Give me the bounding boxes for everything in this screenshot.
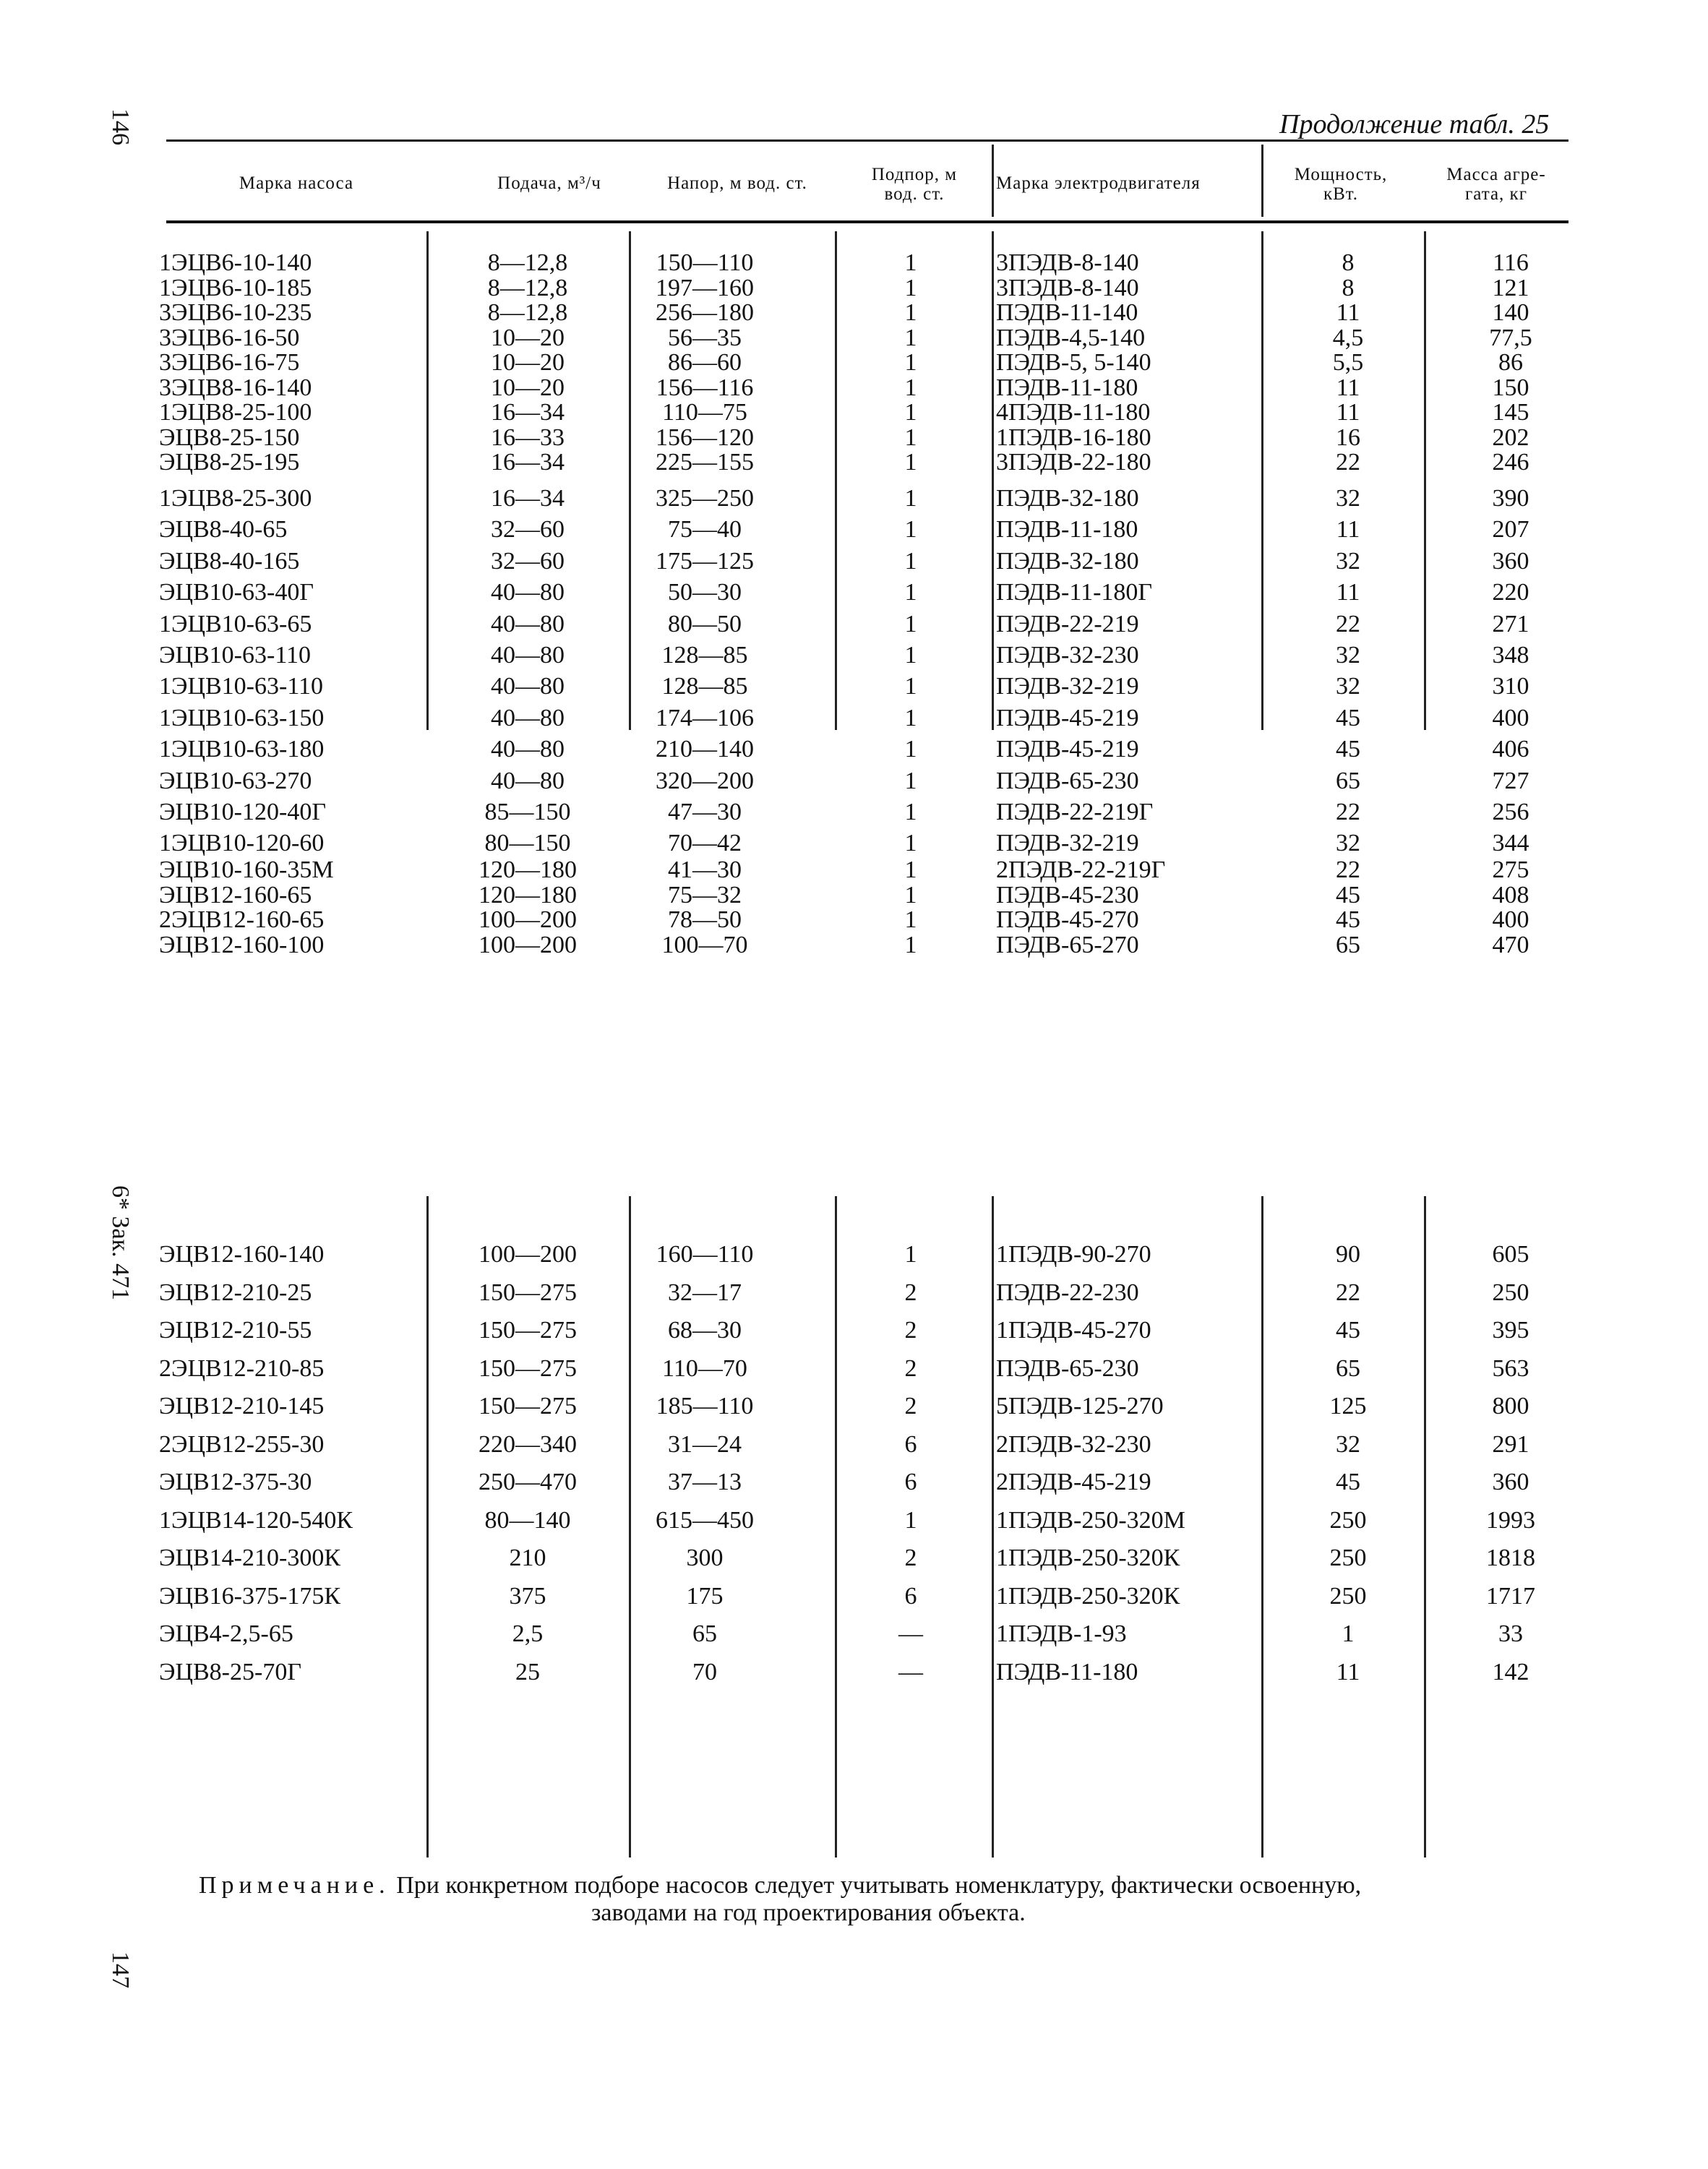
cell-head: 210—140 xyxy=(656,736,754,763)
cell-feed: 16—33 xyxy=(491,424,565,451)
cell-power: 22 xyxy=(1336,1279,1360,1306)
cell-pump-brand: 3ЭЦВ6-16-75 xyxy=(159,349,300,376)
cell-mass: 1993 xyxy=(1486,1506,1535,1534)
cell-power: 45 xyxy=(1336,906,1360,933)
column-line xyxy=(992,231,994,730)
cell-support: 6 xyxy=(904,1469,917,1495)
header-brand: Марка насоса xyxy=(239,173,354,193)
cell-support: — xyxy=(898,1620,923,1647)
cell-pump-brand: ЭЦВ8-40-165 xyxy=(159,547,300,575)
cell-power: 4,5 xyxy=(1332,324,1364,351)
cell-mass: 400 xyxy=(1492,704,1529,731)
cell-head: 325—250 xyxy=(656,485,754,512)
cell-pump-brand: ЭЦВ10-63-110 xyxy=(159,642,312,669)
cell-pump-brand: ЭЦВ12-210-55 xyxy=(159,1317,312,1344)
cell-head: 100—70 xyxy=(661,931,748,958)
cell-feed: 85—150 xyxy=(484,799,571,825)
cell-mass: 605 xyxy=(1492,1241,1529,1268)
cell-pump-brand: 1ЭЦВ14-120-540К xyxy=(159,1506,353,1534)
cell-mass: 360 xyxy=(1492,1469,1529,1495)
cell-motor-brand: ПЭДВ-11-140 xyxy=(996,299,1138,326)
cell-power: 22 xyxy=(1336,610,1360,637)
cell-power: 250 xyxy=(1329,1582,1367,1610)
cell-feed: 2,5 xyxy=(512,1620,544,1647)
cell-mass: 150 xyxy=(1492,374,1529,401)
cell-mass: 142 xyxy=(1492,1658,1529,1685)
column-line xyxy=(1261,1196,1263,1857)
header-support-line2: вод. ст. xyxy=(884,184,945,204)
cell-support: 1 xyxy=(904,881,917,909)
cell-power: 8 xyxy=(1342,274,1355,301)
cell-support: 1 xyxy=(904,799,917,825)
cell-pump-brand: 1ЭЦВ10-63-110 xyxy=(159,673,324,700)
cell-support: 1 xyxy=(904,1506,917,1534)
cell-power: 65 xyxy=(1336,931,1360,958)
cell-power: 16 xyxy=(1336,424,1360,451)
cell-head: 320—200 xyxy=(656,767,754,794)
cell-mass: 291 xyxy=(1492,1430,1529,1458)
cell-power: 5,5 xyxy=(1332,349,1364,376)
cell-power: 1 xyxy=(1342,1620,1355,1647)
cell-head: 156—120 xyxy=(656,424,754,451)
cell-feed: 250—470 xyxy=(479,1469,577,1495)
cell-feed: 100—200 xyxy=(479,931,577,958)
footnote-text1: При конкретном подборе насосов следует учитывать номенклатуру, фактически освоенную, xyxy=(396,1872,1362,1899)
cell-mass: 77,5 xyxy=(1489,324,1532,351)
cell-support: 1 xyxy=(904,274,917,301)
cell-motor-brand: ПЭДВ-65-230 xyxy=(996,767,1139,794)
cell-support: 2 xyxy=(904,1393,917,1419)
cell-support: 1 xyxy=(904,399,917,426)
cell-mass: 470 xyxy=(1492,931,1529,958)
cell-support: — xyxy=(898,1658,923,1685)
column-line xyxy=(835,231,837,730)
cell-power: 45 xyxy=(1336,1317,1360,1344)
column-line xyxy=(1424,231,1426,730)
cell-head: 185—110 xyxy=(656,1393,754,1419)
cell-pump-brand: 1ЭЦВ6-10-185 xyxy=(159,274,312,301)
cell-power: 11 xyxy=(1336,299,1360,326)
cell-feed: 40—80 xyxy=(491,736,565,763)
cell-support: 2 xyxy=(904,1354,917,1382)
cell-pump-brand: 3ЭЦВ6-10-235 xyxy=(159,299,312,326)
footnote-label: Примечание. xyxy=(199,1872,390,1899)
cell-head: 32—17 xyxy=(668,1279,742,1306)
cell-feed: 40—80 xyxy=(491,642,565,669)
cell-power: 32 xyxy=(1336,642,1360,669)
cell-feed: 40—80 xyxy=(491,767,565,794)
right-page-number: 147 xyxy=(107,1951,134,1988)
cell-pump-brand: 1ЭЦВ10-63-65 xyxy=(159,610,312,637)
cell-motor-brand: ПЭДВ-32-219 xyxy=(996,830,1139,857)
cell-support: 1 xyxy=(904,249,917,276)
cell-head: 150—110 xyxy=(656,249,754,276)
cell-pump-brand: 2ЭЦВ12-255-30 xyxy=(159,1430,325,1458)
cell-support: 1 xyxy=(904,704,917,731)
cell-pump-brand: ЭЦВ8-25-70Г xyxy=(159,1658,301,1685)
cell-support: 1 xyxy=(904,767,917,794)
cell-power: 45 xyxy=(1336,1469,1360,1495)
column-line xyxy=(835,1196,837,1857)
cell-support: 1 xyxy=(904,349,917,376)
header-support-line1: Подпор, м xyxy=(871,165,958,184)
cell-head: 80—50 xyxy=(668,610,742,637)
cell-motor-brand: ПЭДВ-32-180 xyxy=(996,485,1139,512)
cell-head: 256—180 xyxy=(656,299,754,326)
cell-mass: 800 xyxy=(1492,1393,1529,1419)
header-power-line2: кВт. xyxy=(1323,184,1359,204)
cell-power: 45 xyxy=(1336,736,1360,763)
cell-head: 175 xyxy=(686,1582,724,1610)
cell-mass: 121 xyxy=(1492,274,1529,301)
cell-mass: 406 xyxy=(1492,736,1529,763)
cell-support: 2 xyxy=(904,1317,917,1344)
cell-pump-brand: ЭЦВ8-40-65 xyxy=(159,516,288,544)
cell-power: 32 xyxy=(1336,830,1360,857)
cell-motor-brand: ПЭДВ-22-230 xyxy=(996,1279,1139,1306)
cell-motor-brand: 1ПЭДВ-45-270 xyxy=(996,1317,1151,1344)
cell-feed: 100—200 xyxy=(479,906,577,933)
cell-head: 75—32 xyxy=(668,881,742,909)
cell-power: 65 xyxy=(1336,767,1360,794)
cell-feed: 10—20 xyxy=(491,324,565,351)
cell-feed: 80—140 xyxy=(484,1506,571,1534)
cell-mass: 344 xyxy=(1492,830,1529,857)
cell-motor-brand: 2ПЭДВ-32-230 xyxy=(996,1430,1151,1458)
cell-feed: 150—275 xyxy=(479,1317,577,1344)
header-divider xyxy=(992,145,994,217)
cell-power: 250 xyxy=(1329,1506,1367,1534)
cell-feed: 32—60 xyxy=(491,547,565,575)
cell-mass: 271 xyxy=(1492,610,1529,637)
cell-mass: 400 xyxy=(1492,906,1529,933)
cell-motor-brand: ПЭДВ-11-180Г xyxy=(996,579,1153,606)
cell-mass: 348 xyxy=(1492,642,1529,669)
cell-motor-brand: 3ПЭДВ-22-180 xyxy=(996,449,1151,476)
cell-mass: 727 xyxy=(1492,767,1529,794)
cell-power: 22 xyxy=(1336,449,1360,476)
cell-mass: 1717 xyxy=(1486,1582,1535,1610)
cell-head: 31—24 xyxy=(668,1430,742,1458)
cell-motor-brand: ПЭДВ-11-180 xyxy=(996,1658,1138,1685)
cell-feed: 40—80 xyxy=(491,610,565,637)
cell-mass: 1818 xyxy=(1486,1545,1535,1571)
cell-motor-brand: ПЭДВ-45-219 xyxy=(996,704,1139,731)
cell-pump-brand: ЭЦВ12-160-140 xyxy=(159,1241,325,1268)
cell-support: 2 xyxy=(904,1279,917,1306)
cell-feed: 220—340 xyxy=(479,1430,577,1458)
cell-feed: 150—275 xyxy=(479,1393,577,1419)
cell-mass: 310 xyxy=(1492,673,1529,700)
cell-motor-brand: ПЭДВ-45-230 xyxy=(996,881,1139,909)
column-line xyxy=(426,231,429,730)
header-head: Напор, м вод. ст. xyxy=(667,173,807,193)
footnote-line1 xyxy=(199,1872,1361,1899)
cell-support: 1 xyxy=(904,547,917,575)
cell-support: 1 xyxy=(904,299,917,326)
cell-feed: 150—275 xyxy=(479,1354,577,1382)
cell-support: 1 xyxy=(904,424,917,451)
header-mass xyxy=(1420,165,1572,204)
cell-head: 128—85 xyxy=(661,673,748,700)
cell-motor-brand: 5ПЭДВ-125-270 xyxy=(996,1393,1164,1419)
cell-motor-brand: ПЭДВ-32-219 xyxy=(996,673,1139,700)
cell-feed: 40—80 xyxy=(491,704,565,731)
cell-motor-brand: ПЭДВ-4,5-140 xyxy=(996,324,1146,351)
cell-pump-brand: ЭЦВ10-63-40Г xyxy=(159,579,314,606)
cell-head: 68—30 xyxy=(668,1317,742,1344)
cell-pump-brand: 2ЭЦВ12-160-65 xyxy=(159,906,325,933)
cell-power: 8 xyxy=(1342,249,1355,276)
cell-feed: 100—200 xyxy=(479,1241,577,1268)
cell-mass: 207 xyxy=(1492,516,1529,544)
cell-head: 56—35 xyxy=(668,324,742,351)
cell-head: 70 xyxy=(692,1658,717,1685)
cell-pump-brand: 1ЭЦВ6-10-140 xyxy=(159,249,312,276)
cell-power: 11 xyxy=(1336,516,1360,544)
cell-head: 175—125 xyxy=(656,547,754,575)
cell-power: 11 xyxy=(1336,1658,1360,1685)
cell-feed: 16—34 xyxy=(491,399,565,426)
cell-pump-brand: ЭЦВ12-210-145 xyxy=(159,1393,325,1419)
cell-head: 197—160 xyxy=(656,274,754,301)
header-power-line1: Мощность, xyxy=(1294,165,1388,184)
cell-power: 11 xyxy=(1336,374,1360,401)
cell-head: 110—70 xyxy=(662,1354,747,1382)
cell-support: 1 xyxy=(904,449,917,476)
cell-feed: 80—150 xyxy=(484,830,571,857)
cell-support: 1 xyxy=(904,906,917,933)
cell-support: 6 xyxy=(904,1582,917,1610)
cell-head: 160—110 xyxy=(656,1241,754,1268)
cell-pump-brand: 1ЭЦВ8-25-300 xyxy=(159,485,312,512)
cell-feed: 210 xyxy=(509,1545,546,1571)
cell-mass: 145 xyxy=(1492,399,1529,426)
cell-motor-brand: ПЭДВ-32-230 xyxy=(996,642,1139,669)
cell-mass: 116 xyxy=(1493,249,1529,276)
cell-feed: 40—80 xyxy=(491,673,565,700)
cell-support: 1 xyxy=(904,485,917,512)
header-support xyxy=(842,165,987,204)
cell-pump-brand: ЭЦВ8-25-195 xyxy=(159,449,300,476)
cell-pump-brand: ЭЦВ4-2,5-65 xyxy=(159,1620,293,1647)
cell-support: 1 xyxy=(904,579,917,606)
cell-power: 11 xyxy=(1336,579,1360,606)
cell-head: 174—106 xyxy=(656,704,754,731)
cell-pump-brand: 3ЭЦВ8-16-140 xyxy=(159,374,312,401)
cell-mass: 563 xyxy=(1492,1354,1529,1382)
cell-support: 2 xyxy=(904,1545,917,1571)
footnote-line2: заводами на год проектирования объекта. xyxy=(591,1899,1026,1926)
cell-head: 41—30 xyxy=(668,856,742,883)
cell-motor-brand: 2ПЭДВ-22-219Г xyxy=(996,856,1166,883)
cell-motor-brand: ПЭДВ-45-270 xyxy=(996,906,1139,933)
cell-motor-brand: 3ПЭДВ-8-140 xyxy=(996,274,1139,301)
cell-motor-brand: ПЭДВ-11-180 xyxy=(996,516,1138,544)
cell-support: 1 xyxy=(904,673,917,700)
cell-mass: 246 xyxy=(1492,449,1529,476)
cell-feed: 8—12,8 xyxy=(487,299,568,326)
cell-mass: 33 xyxy=(1498,1620,1523,1647)
cell-feed: 120—180 xyxy=(479,856,577,883)
cell-head: 615—450 xyxy=(656,1506,754,1534)
cell-mass: 390 xyxy=(1492,485,1529,512)
header-top-rule xyxy=(166,139,1568,142)
column-line xyxy=(992,1196,994,1857)
cell-motor-brand: 2ПЭДВ-45-219 xyxy=(996,1469,1151,1495)
column-line xyxy=(1261,231,1263,730)
cell-mass: 408 xyxy=(1492,881,1529,909)
cell-feed: 150—275 xyxy=(479,1279,577,1306)
cell-power: 125 xyxy=(1329,1393,1367,1419)
cell-pump-brand: ЭЦВ10-120-40Г xyxy=(159,799,326,825)
cell-feed: 120—180 xyxy=(479,881,577,909)
cell-power: 45 xyxy=(1336,881,1360,909)
cell-pump-brand: 1ЭЦВ10-63-180 xyxy=(159,736,325,763)
cell-head: 86—60 xyxy=(668,349,742,376)
cell-pump-brand: ЭЦВ12-160-100 xyxy=(159,931,325,958)
cell-support: 1 xyxy=(904,642,917,669)
cell-motor-brand: 3ПЭДВ-8-140 xyxy=(996,249,1139,276)
cell-power: 90 xyxy=(1336,1241,1360,1268)
cell-power: 32 xyxy=(1336,485,1360,512)
cell-pump-brand: ЭЦВ12-210-25 xyxy=(159,1279,312,1306)
cell-head: 75—40 xyxy=(668,516,742,544)
cell-pump-brand: 2ЭЦВ12-210-85 xyxy=(159,1354,325,1382)
printer-mark: 6* Зак. 471 xyxy=(107,1185,134,1301)
cell-motor-brand: 1ПЭДВ-250-320К xyxy=(996,1545,1180,1571)
cell-motor-brand: 1ПЭДВ-250-320К xyxy=(996,1582,1180,1610)
left-page-number: 146 xyxy=(107,108,134,145)
cell-pump-brand: ЭЦВ12-160-65 xyxy=(159,881,312,909)
cell-power: 32 xyxy=(1336,1430,1360,1458)
cell-feed: 40—80 xyxy=(491,579,565,606)
cell-power: 32 xyxy=(1336,673,1360,700)
cell-motor-brand: 1ПЭДВ-90-270 xyxy=(996,1241,1151,1268)
cell-power: 45 xyxy=(1336,704,1360,731)
cell-feed: 10—20 xyxy=(491,349,565,376)
cell-support: 1 xyxy=(904,610,917,637)
cell-pump-brand: ЭЦВ10-160-35М xyxy=(159,856,334,883)
cell-power: 22 xyxy=(1336,799,1360,825)
cell-motor-brand: ПЭДВ-5, 5-140 xyxy=(996,349,1151,376)
cell-motor-brand: ПЭДВ-11-180 xyxy=(996,374,1138,401)
cell-mass: 395 xyxy=(1492,1317,1529,1344)
cell-feed: 8—12,8 xyxy=(487,249,568,276)
cell-power: 32 xyxy=(1336,547,1360,575)
cell-feed: 8—12,8 xyxy=(487,274,568,301)
cell-head: 110—75 xyxy=(662,399,747,426)
cell-power: 22 xyxy=(1336,856,1360,883)
cell-mass: 140 xyxy=(1492,299,1529,326)
cell-head: 128—85 xyxy=(661,642,748,669)
cell-motor-brand: ПЭДВ-45-219 xyxy=(996,736,1139,763)
cell-motor-brand: ПЭДВ-65-270 xyxy=(996,931,1139,958)
cell-motor-brand: ПЭДВ-32-180 xyxy=(996,547,1139,575)
header-bottom-rule xyxy=(166,220,1568,223)
cell-pump-brand: 1ЭЦВ8-25-100 xyxy=(159,399,312,426)
cell-head: 78—50 xyxy=(668,906,742,933)
cell-motor-brand: ПЭДВ-65-230 xyxy=(996,1354,1139,1382)
cell-head: 156—116 xyxy=(656,374,754,401)
cell-power: 65 xyxy=(1336,1354,1360,1382)
cell-motor-brand: ПЭДВ-22-219 xyxy=(996,610,1139,637)
cell-support: 1 xyxy=(904,830,917,857)
cell-support: 6 xyxy=(904,1430,917,1458)
header-mass-line2: гата, кг xyxy=(1465,184,1527,204)
cell-feed: 375 xyxy=(509,1582,546,1610)
cell-support: 1 xyxy=(904,931,917,958)
cell-head: 225—155 xyxy=(656,449,754,476)
column-line xyxy=(1424,1196,1426,1857)
cell-mass: 86 xyxy=(1498,349,1523,376)
cell-head: 65 xyxy=(692,1620,717,1647)
cell-support: 1 xyxy=(904,374,917,401)
cell-motor-brand: 4ПЭДВ-11-180 xyxy=(996,399,1151,426)
cell-feed: 16—34 xyxy=(491,485,565,512)
cell-motor-brand: 1ПЭДВ-250-320М xyxy=(996,1506,1185,1534)
cell-mass: 256 xyxy=(1492,799,1529,825)
cell-pump-brand: ЭЦВ10-63-270 xyxy=(159,767,312,794)
cell-head: 70—42 xyxy=(668,830,742,857)
cell-mass: 202 xyxy=(1492,424,1529,451)
cell-support: 1 xyxy=(904,516,917,544)
header-motor: Марка электродвигателя xyxy=(996,173,1201,193)
cell-motor-brand: 1ПЭДВ-1-93 xyxy=(996,1620,1127,1647)
cell-support: 1 xyxy=(904,856,917,883)
cell-pump-brand: ЭЦВ14-210-300К xyxy=(159,1545,340,1571)
header-mass-line1: Масса агре- xyxy=(1446,165,1546,184)
cell-pump-brand: ЭЦВ8-25-150 xyxy=(159,424,300,451)
column-line xyxy=(426,1196,429,1857)
cell-head: 50—30 xyxy=(668,579,742,606)
cell-pump-brand: 3ЭЦВ6-16-50 xyxy=(159,324,300,351)
cell-head: 300 xyxy=(686,1545,724,1571)
cell-pump-brand: ЭЦВ12-375-30 xyxy=(159,1469,312,1495)
cell-pump-brand: 1ЭЦВ10-63-150 xyxy=(159,704,325,731)
cell-feed: 25 xyxy=(515,1658,540,1685)
cell-support: 1 xyxy=(904,324,917,351)
cell-mass: 275 xyxy=(1492,856,1529,883)
cell-feed: 16—34 xyxy=(491,449,565,476)
header-feed: Подача, м³/ч xyxy=(497,173,601,193)
cell-mass: 220 xyxy=(1492,579,1529,606)
cell-feed: 32—60 xyxy=(491,516,565,544)
header-power xyxy=(1269,165,1413,204)
cell-support: 1 xyxy=(904,1241,917,1268)
cell-head: 37—13 xyxy=(668,1469,742,1495)
cell-power: 250 xyxy=(1329,1545,1367,1571)
cell-head: 47—30 xyxy=(668,799,742,825)
cell-pump-brand: 1ЭЦВ10-120-60 xyxy=(159,830,325,857)
cell-motor-brand: ПЭДВ-22-219Г xyxy=(996,799,1154,825)
cell-support: 1 xyxy=(904,736,917,763)
continuation-caption: Продолжение табл. 25 xyxy=(1279,109,1550,139)
cell-pump-brand: ЭЦВ16-375-175К xyxy=(159,1582,340,1610)
cell-mass: 250 xyxy=(1492,1279,1529,1306)
cell-mass: 360 xyxy=(1492,547,1529,575)
cell-feed: 10—20 xyxy=(491,374,565,401)
cell-power: 11 xyxy=(1336,399,1360,426)
cell-motor-brand: 1ПЭДВ-16-180 xyxy=(996,424,1151,451)
